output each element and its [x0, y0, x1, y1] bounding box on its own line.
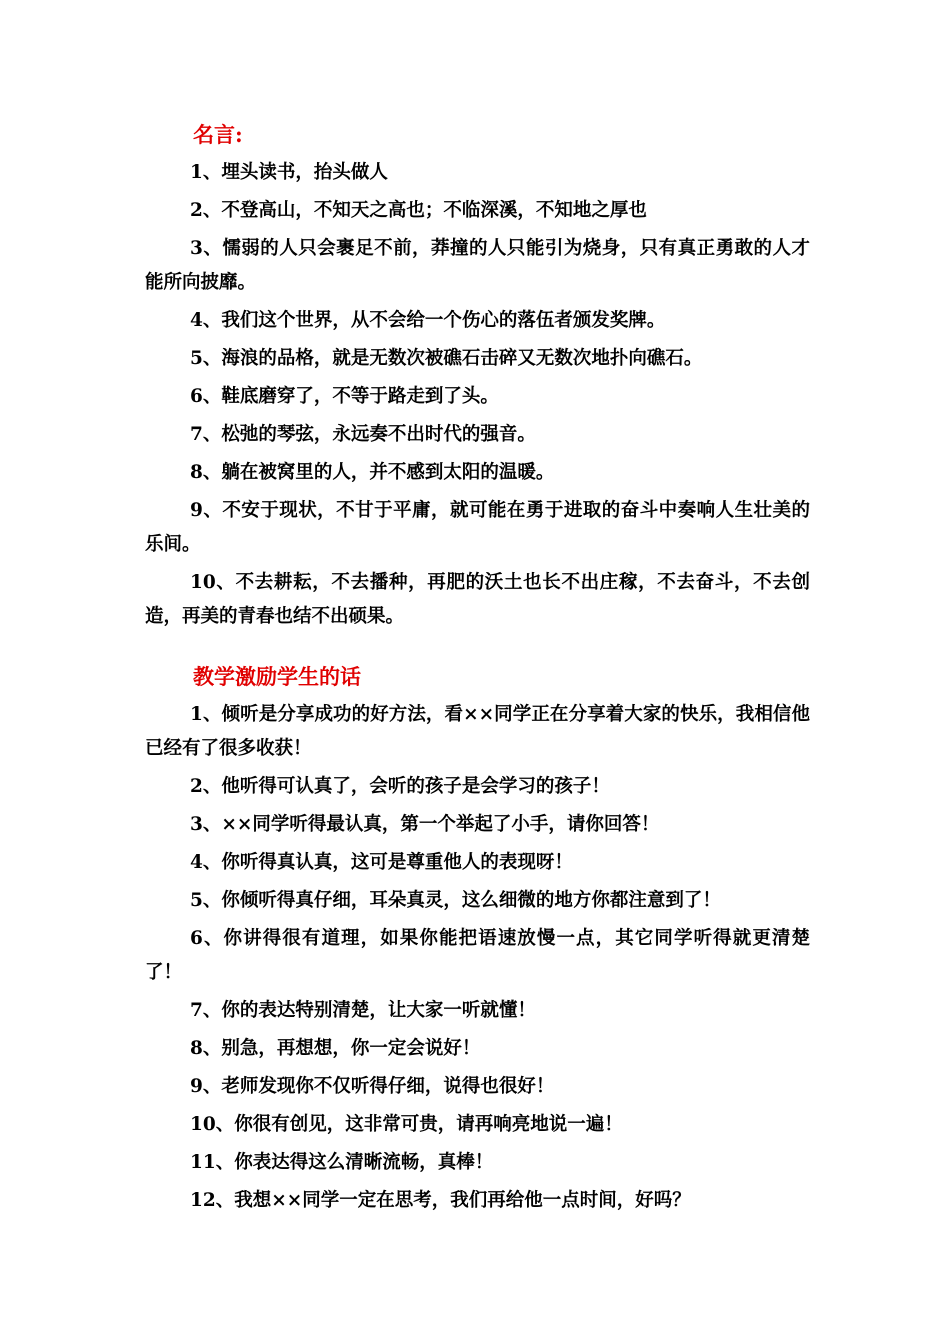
- section-heading-encouragement: 教学激励学生的话: [193, 664, 361, 689]
- encouragement-item-12: 12、我想××同学一定在思考，我们再给他一点时间，好吗？: [190, 1190, 691, 1211]
- encouragement-item-11: 11、你表达得这么清晰流畅，真棒！: [190, 1152, 494, 1173]
- quote-item-9: 9、不安于现状，不甘于平庸，就可能在勇于进取的奋斗中奏响人生壮美的乐间。: [145, 500, 810, 555]
- quote-item-7: 7、松弛的琴弦，永远奏不出时代的强音。: [190, 424, 536, 445]
- quote-item-6: 6、鞋底磨穿了，不等于路走到了头。: [190, 386, 499, 407]
- quote-item-8: 8、躺在被窝里的人，并不感到太阳的温暖。: [190, 462, 555, 483]
- encouragement-item-4: 4、你听得真认真，这可是尊重他人的表现呀！: [190, 852, 573, 873]
- encouragement-item-1: 1、倾听是分享成功的好方法，看××同学正在分享着大家的快乐，我相信他已经有了很多收获！: [145, 704, 810, 759]
- encouragement-item-6: 6、你讲得很有道理，如果你能把语速放慢一点，其它同学听得就更清楚了！: [145, 928, 810, 983]
- quote-item-5: 5、海浪的品格，就是无数次被礁石击碎又无数次地扑向礁石。: [190, 348, 703, 369]
- quote-item-2: 2、不登高山，不知天之高也；不临深溪，不知地之厚也: [190, 200, 647, 221]
- quote-item-3: 3、懦弱的人只会裹足不前，莽撞的人只能引为烧身，只有真正勇敢的人才能所向披靡。: [145, 238, 810, 293]
- quote-item-1: 1、埋头读书，抬头做人: [190, 162, 388, 183]
- encouragement-item-8: 8、别急，再想想，你一定会说好！: [190, 1038, 481, 1059]
- encouragement-item-7: 7、你的表达特别清楚，让大家一听就懂！: [190, 1000, 536, 1021]
- encouragement-item-5: 5、你倾听得真仔细，耳朵真灵，这么细微的地方你都注意到了！: [190, 890, 721, 911]
- quote-item-4: 4、我们这个世界，从不会给一个伤心的落伍者颁发奖牌。: [190, 310, 666, 331]
- section-heading-quotes: 名言:: [193, 122, 243, 147]
- encouragement-item-3: 3、××同学听得最认真，第一个举起了小手，请你回答！: [190, 814, 660, 835]
- encouragement-item-9: 9、老师发现你不仅听得仔细，说得也很好！: [190, 1076, 555, 1097]
- encouragement-item-10: 10、你很有创见，这非常可贵，请再响亮地说一遍！: [190, 1114, 623, 1135]
- quotes-section: [145, 118, 810, 638]
- quote-item-10: 10、不去耕耘，不去播种，再肥的沃土也长不出庄稼，不去奋斗，不去创造，再美的青春也结不出硕果。: [145, 572, 810, 627]
- encouragement-section: [145, 660, 810, 1222]
- encouragement-item-2: 2、他听得可认真了，会听的孩子是会学习的孩子！: [190, 776, 610, 797]
